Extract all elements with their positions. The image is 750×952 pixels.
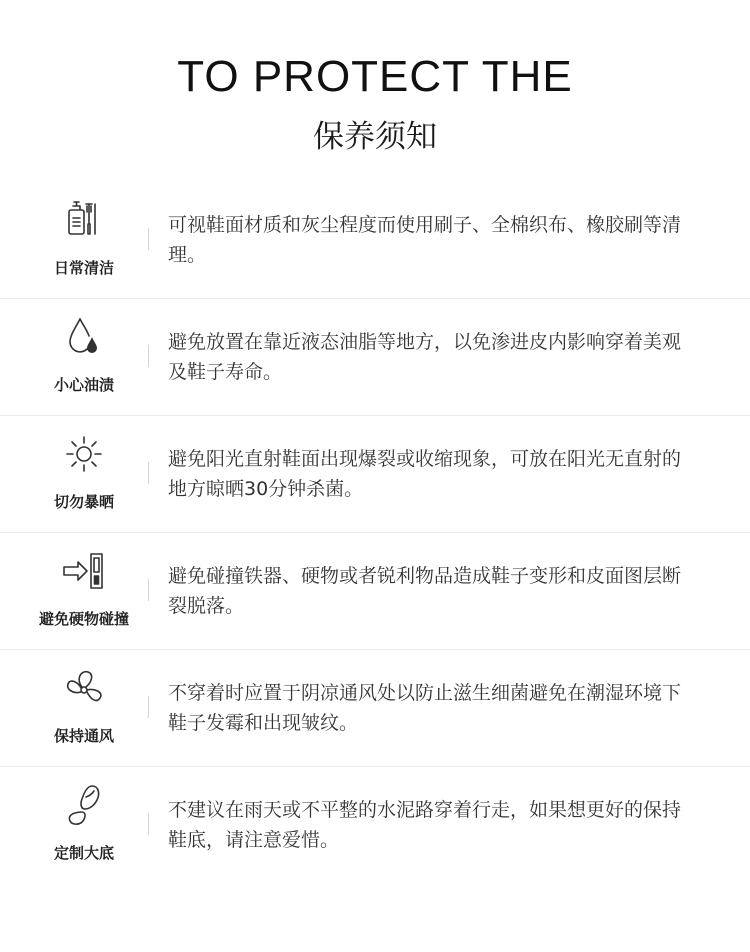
- arrow-collision-icon: [52, 549, 116, 593]
- divider-bar: [148, 696, 149, 718]
- divider-bar: [148, 813, 149, 835]
- page-title-chinese: 保养须知: [313, 119, 437, 155]
- care-item-oil: [0, 298, 750, 415]
- care-item-text: 避免阳光直射鞋面出现爆裂或收缩现象，可放在阳光无直射的地方晾晒30分钟杀菌。: [168, 448, 682, 500]
- care-item-text: 避免碰撞铁器、硬物或者锐利物品造成鞋子变形和皮面图层断裂脱落。: [168, 565, 682, 617]
- care-item-label: 小心油渍: [53, 376, 114, 394]
- oil-drops-icon: [52, 315, 116, 359]
- page-title-english: TO PROTECT THE: [177, 52, 573, 101]
- care-item-ventilation: [0, 649, 750, 766]
- care-item-text: 不建议在雨天或不平整的水泥路穿着行走，如果想更好的保持鞋底，请注意爱惜。: [168, 799, 682, 851]
- divider-bar: [148, 345, 149, 367]
- divider-bar: [148, 579, 149, 601]
- sun-icon: [52, 432, 116, 476]
- care-item-text: 不穿着时应置于阴凉通风处以防止滋生细菌避免在潮湿环境下鞋子发霉和出现皱纹。: [168, 682, 682, 734]
- care-item-collision: [0, 532, 750, 649]
- care-item-label: 定制大底: [53, 844, 114, 862]
- care-item-label: 日常清洁: [53, 259, 114, 277]
- care-list: [0, 182, 750, 883]
- divider-bar: [148, 228, 149, 250]
- care-item-text: 避免放置在靠近液态油脂等地方，以免渗进皮内影响穿着美观及鞋子寿命。: [168, 331, 682, 383]
- care-item-sun: [0, 415, 750, 532]
- care-item-label: 切勿暴晒: [53, 493, 114, 511]
- care-item-label: 保持通风: [53, 727, 114, 745]
- shoe-sole-icon: [52, 783, 116, 827]
- divider-bar: [148, 462, 149, 484]
- care-item-sole: [0, 766, 750, 883]
- cleaning-bottle-brush-icon: [52, 198, 116, 242]
- fan-icon: [52, 666, 116, 710]
- care-item-cleaning: [0, 182, 750, 298]
- care-item-text: 可视鞋面材质和灰尘程度而使用刷子、全棉织布、橡胶刷等清理。: [168, 214, 682, 266]
- care-item-label: 避免硬物碰撞: [38, 610, 129, 628]
